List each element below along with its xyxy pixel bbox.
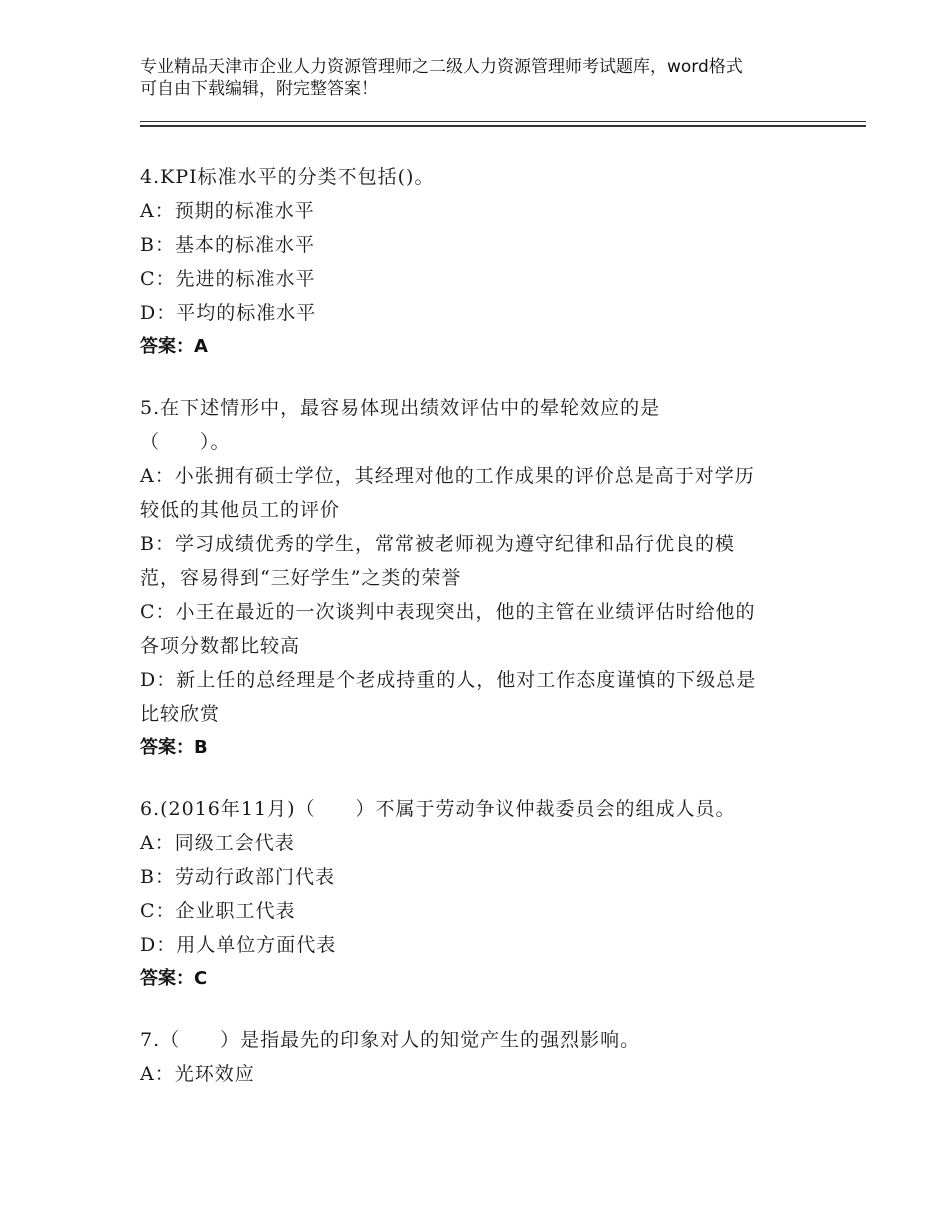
answer-option: A：预期的标准水平	[140, 200, 315, 222]
header-divider-thin	[140, 121, 866, 122]
answer-option: 比较欣赏	[140, 703, 221, 725]
answer-option: 各项分数都比较高	[140, 635, 301, 657]
answer-option: C：小王在最近的一次谈判中表现突出，他的主管在业绩评估时给他的	[140, 601, 756, 623]
question-stem: 5.在下述情形中，最容易体现出绩效评估中的晕轮效应的是	[140, 397, 661, 419]
document-header	[140, 56, 820, 100]
answer-option: D：平均的标准水平	[140, 302, 317, 324]
question-block	[140, 160, 820, 364]
answer-key: 答案：C	[140, 968, 208, 989]
question-stem: 6.(2016年11月)（ ）不属于劳动争议仲裁委员会的组成人员。	[140, 798, 736, 820]
answer-option: A：小张拥有硕士学位，其经理对他的工作成果的评价总是高于对学历	[140, 465, 755, 487]
header-line-1: 专业精品天津市企业人力资源管理师之二级人力资源管理师考试题库，word格式	[140, 57, 743, 77]
answer-key: 答案：B	[140, 737, 208, 758]
header-line-2: 可自由下载编辑，附完整答案！	[140, 79, 378, 99]
question-list	[140, 160, 820, 1118]
answer-option: D：用人单位方面代表	[140, 934, 337, 956]
answer-option: B：劳动行政部门代表	[140, 866, 335, 888]
answer-option: C：先进的标准水平	[140, 268, 316, 290]
answer-option: 范，容易得到“三好学生”之类的荣誉	[140, 567, 462, 589]
answer-option: A：光环效应	[140, 1063, 255, 1085]
answer-option: B：基本的标准水平	[140, 234, 315, 256]
question-block	[140, 391, 820, 765]
question-stem: 7.（ ）是指最先的印象对人的知觉产生的强烈影响。	[140, 1029, 641, 1051]
answer-key: 答案：A	[140, 336, 208, 357]
answer-option: 较低的其他员工的评价	[140, 499, 341, 521]
question-block	[140, 1023, 820, 1091]
question-stem: （ ）。	[140, 431, 231, 453]
answer-option: C：企业职工代表	[140, 900, 296, 922]
answer-option: D：新上任的总经理是个老成持重的人，他对工作态度谨慎的下级总是	[140, 669, 757, 691]
answer-option: A：同级工会代表	[140, 832, 295, 854]
question-block	[140, 792, 820, 996]
question-stem: 4.KPI标准水平的分类不包括()。	[140, 166, 435, 188]
header-divider-thick	[140, 125, 866, 127]
answer-option: B：学习成绩优秀的学生，常常被老师视为遵守纪律和品行优良的模	[140, 533, 735, 555]
